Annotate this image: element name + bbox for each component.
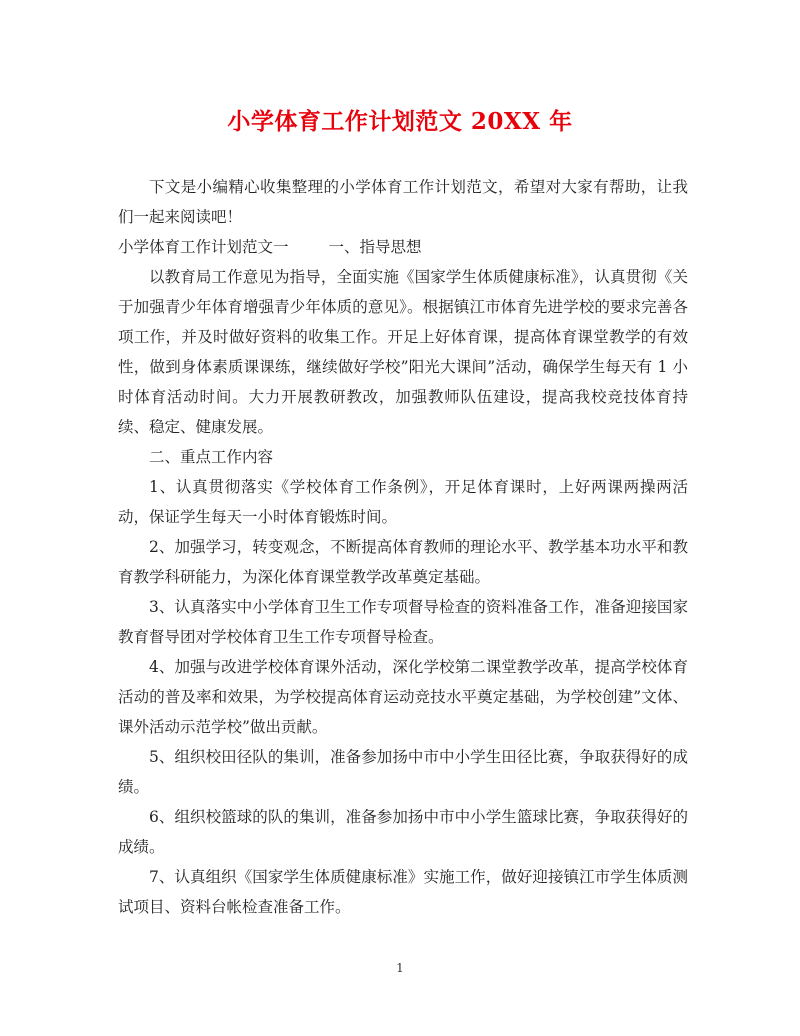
section-heading-guiding-ideology: 一、指导思想 <box>328 238 422 256</box>
section-label: 小学体育工作计划范文一 <box>118 238 289 256</box>
page-number: 1 <box>396 961 404 975</box>
work-item-2: 2、加强学习，转变观念，不断提高体育教师的理论水平、教学基本功水平和教育教学科研能力，为深化体育课堂教学改革奠定基础。 <box>118 538 688 586</box>
intro-paragraph: 下文是小编精心收集整理的小学体育工作计划范文，希望对大家有帮助，让我们一起来阅读吧！ <box>118 178 688 226</box>
work-item-1: 1、认真贯彻落实《学校体育工作条例》，开足体育课时，上好两课两操两活动，保证学生每天一小时体育锻炼时间。 <box>118 478 688 526</box>
work-item-5: 5、组织校田径队的集训，准备参加扬中市中小学生田径比赛，争取获得好的成绩。 <box>118 748 688 796</box>
document-title: 小学体育工作计划范文 20XX 年 <box>227 108 573 135</box>
work-item-7: 7、认真组织《国家学生体质健康标准》实施工作，做好迎接镇江市学生体质测试项目、资料台帐检查准备工作。 <box>118 868 688 916</box>
section-heading-key-work: 二、重点工作内容 <box>149 448 274 466</box>
document-body <box>118 172 688 922</box>
work-item-3: 3、认真落实中小学体育卫生工作专项督导检查的资料准备工作，准备迎接国家教育督导团对学校体育卫生工作专项督导检查。 <box>118 598 688 646</box>
work-item-6: 6、组织校篮球的队的集训，准备参加扬中市中小学生篮球比赛，争取获得好的成绩。 <box>118 808 688 856</box>
work-item-4: 4、加强与改进学校体育课外活动，深化学校第二课堂教学改革，提高学校体育活动的普及率和效果，为学校提高体育运动竞技水平奠定基础，为学校创建”文体、课外活动示范学校”做出贡献。 <box>118 658 688 736</box>
guiding-ideology-paragraph: 以教育局工作意见为指导，全面实施《国家学生体质健康标准》，认真贯彻《关于加强青少年体育增强青少年体质的意见》。根据镇江市体育先进学校的要求完善各项工作，并及时做好资料的收集工作。开足上好体育课，提高体育课堂教学的有效性，做到身体素质课课练，继续做好学校”阳光大课间”活动，确保学生每天有 1 小时体育活动时间。大力开展教研教改，加强教师队伍建设，提高我校竞技体育持续、稳定、健康发展。 <box>118 268 688 436</box>
section-line <box>118 232 688 262</box>
